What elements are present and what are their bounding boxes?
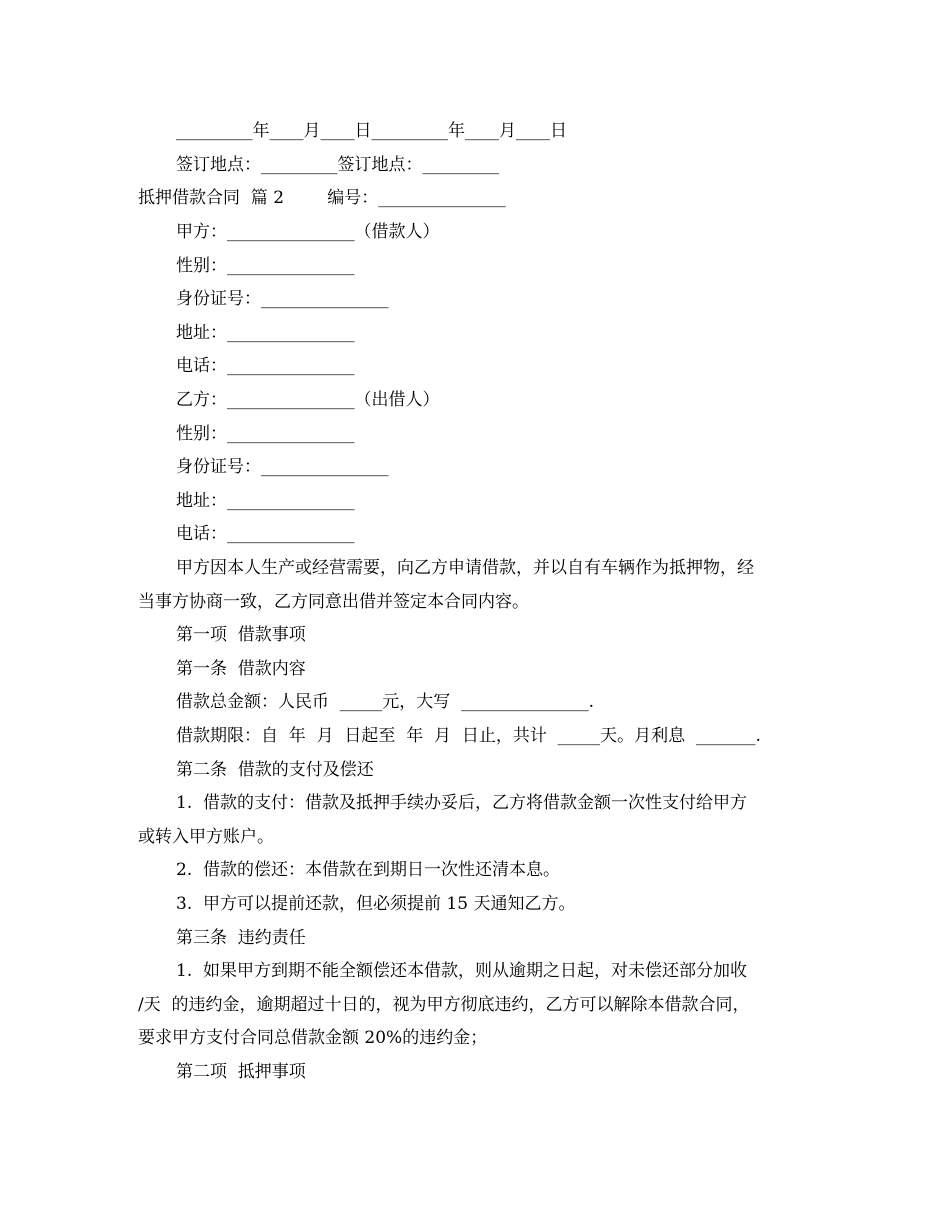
loan-term-line: 借款期限：自 年 月 日起至 年 月 日止，共计 _____天。月利息 _______.	[176, 726, 761, 746]
default-clause-line-2: /天 的违约金，逾期超过十日的，视为甲方彻底违约，乙方可以解除本借款合同，	[138, 995, 750, 1015]
article-2-heading: 第二条 借款的支付及偿还	[176, 760, 374, 780]
section-1-heading: 第一项 借款事项	[176, 625, 306, 645]
section-2-heading: 第二项 抵押事项	[176, 1062, 306, 1082]
repayment-clause: 2. 借款的偿还：本借款在到期日一次性还清本息。	[176, 860, 561, 880]
signing-place-line: 签订地点：_________签订地点：_________	[176, 155, 499, 175]
party-b-line: 乙方：_______________（出借人）	[176, 390, 440, 410]
party-a-address: 地址：_______________	[176, 323, 355, 343]
preamble-line-1: 甲方因本人生产或经营需要，向乙方申请借款，并以自有车辆作为抵押物，经	[176, 558, 754, 578]
default-clause-line-3: 要求甲方支付合同总借款金额 20%的违约金；	[138, 1028, 488, 1048]
party-a-gender: 性别：_______________	[176, 256, 355, 276]
party-b-phone: 电话：_______________	[176, 524, 355, 544]
article-1-heading: 第一条 借款内容	[176, 659, 306, 679]
party-a-id: 身份证号：_______________	[176, 289, 389, 309]
party-b-address: 地址：_______________	[176, 491, 355, 511]
contract-title-line: 抵押借款合同 篇 2 编号：_______________	[138, 188, 506, 208]
party-a-line: 甲方：_______________（借款人）	[176, 222, 440, 242]
prepayment-clause: 3. 甲方可以提前还款，但必须提前 15 天通知乙方。	[176, 894, 576, 914]
payment-clause-line-2: 或转入甲方账户。	[138, 827, 274, 847]
party-a-phone: 电话：_______________	[176, 356, 355, 376]
party-b-gender: 性别：_______________	[176, 424, 355, 444]
preamble-line-2: 当事方协商一致，乙方同意出借并签定本合同内容。	[138, 592, 529, 612]
date-line: _________年____月____日_________年____月____日	[176, 121, 567, 141]
default-clause-line-1: 1. 如果甲方到期不能全额偿还本借款，则从逾期之日起，对未偿还部分加收	[176, 961, 748, 981]
loan-amount-line: 借款总金额：人民币 _____元，大写 _______________.	[176, 692, 595, 712]
article-3-heading: 第三条 违约责任	[176, 928, 306, 948]
payment-clause-line-1: 1. 借款的支付：借款及抵押手续办妥后，乙方将借款金额一次性支付给甲方	[176, 793, 748, 813]
party-b-id: 身份证号：_______________	[176, 457, 389, 477]
